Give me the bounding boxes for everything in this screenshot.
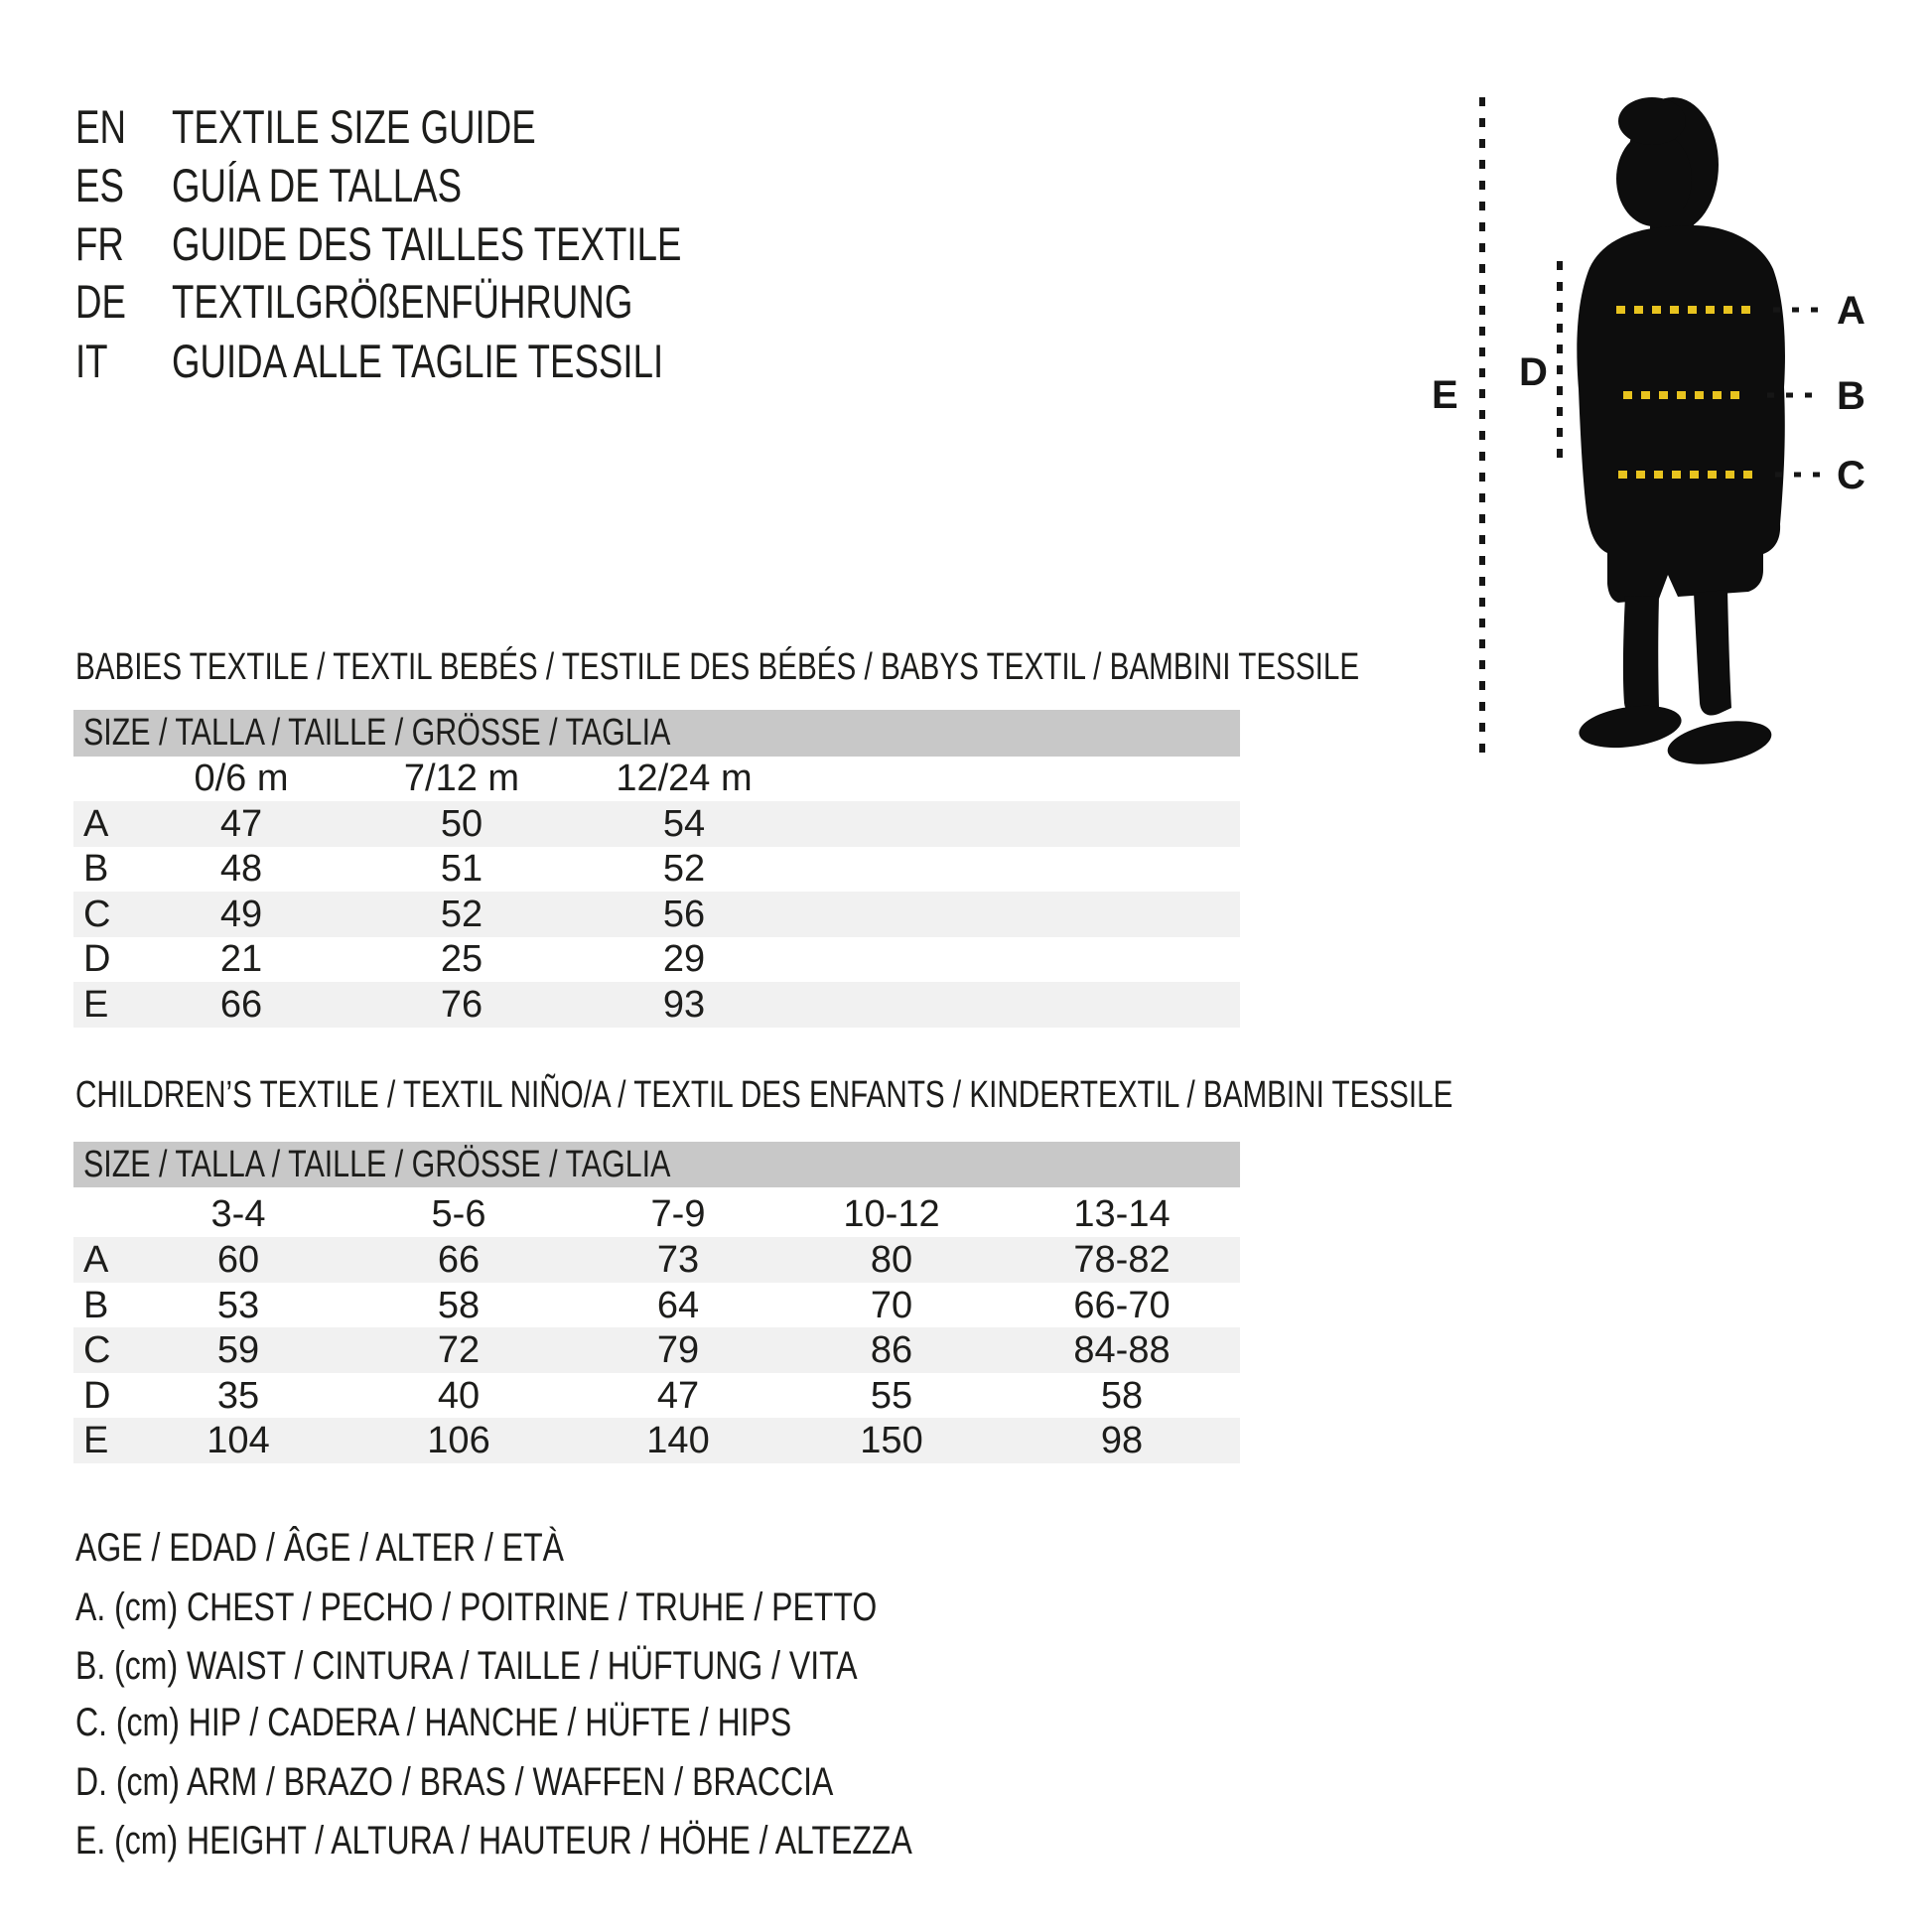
table-cell: 60 [216,1239,260,1281]
legend-line: E. (cm) HEIGHT / ALTURA / HAUTEUR / HÖHE / ALTEZZA [75,1819,912,1863]
table-cell: 70 [870,1285,913,1326]
legend-line: AGE / EDAD / ÂGE / ALTER / ETÀ [75,1526,564,1570]
table-cell: 104 [207,1420,270,1461]
table-cell: 52 [662,848,706,890]
row-label: D [83,938,111,980]
table-cell: 150 [860,1420,923,1461]
table-cell: 52 [440,894,483,935]
silhouette-left-leg [1623,596,1659,715]
table-cell: 66 [219,984,263,1026]
silhouette-torso [1577,225,1785,603]
column-header: 7-9 [650,1193,706,1235]
table-cell: 78-82 [1073,1239,1171,1281]
table-cell: 47 [219,803,263,845]
silhouette-hair [1618,97,1686,145]
child-silhouette [1577,97,1785,771]
column-header: 0/6 m [194,758,289,799]
table-cell: 51 [440,848,483,890]
column-header: 13-14 [1073,1193,1171,1235]
column-header: 10-12 [843,1193,940,1235]
table-cell: 140 [646,1420,710,1461]
table-cell: 98 [1100,1420,1144,1461]
table-cell: 56 [662,894,706,935]
language-title: GUIDE DES TAILLES TEXTILE [172,217,682,270]
legend-line: C. (cm) HIP / CADERA / HANCHE / HÜFTE / HIPS [75,1701,792,1744]
column-header: 3-4 [210,1193,266,1235]
row-label: E [83,1420,109,1461]
height-label-e: E [1432,373,1458,417]
table-cell: 106 [427,1420,490,1461]
column-header: 5-6 [431,1193,486,1235]
table-cell: 79 [656,1329,700,1371]
size-header-label: SIZE / TALLA / TAILLE / GRÖSSE / TAGLIA [83,1144,671,1185]
table-cell: 47 [656,1375,700,1417]
language-code: DE [75,275,126,328]
row-label: D [83,1375,111,1417]
table-cell: 58 [437,1285,481,1326]
arm-label-d: D [1519,350,1548,394]
language-title: GUIDA ALLE TAGLIE TESSILI [172,335,664,387]
hip-label-c: C [1837,454,1865,497]
table-cell: 86 [870,1329,913,1371]
row-label: A [83,803,109,845]
legend-line: B. (cm) WAIST / CINTURA / TAILLE / HÜFTUNG / VITA [75,1644,858,1688]
table-cell: 53 [216,1285,260,1326]
column-header: 7/12 m [403,758,520,799]
table-cell: 49 [219,894,263,935]
table-cell: 35 [216,1375,260,1417]
table-cell: 59 [216,1329,260,1371]
babies-section-heading: BABIES TEXTILE / TEXTIL BEBÉS / TESTILE DES BÉBÉS / BABYS TEXTIL / BAMBINI TESSILE [75,646,1360,688]
language-title: TEXTILGRÖßENFÜHRUNG [172,275,633,328]
table-cell: 50 [440,803,483,845]
legend-line: A. (cm) CHEST / PECHO / POITRINE / TRUHE / PETTO [75,1586,878,1629]
row-label: B [83,848,109,890]
silhouette-left-shoe [1577,700,1685,754]
chest-label-a: A [1837,289,1865,333]
language-code: IT [75,335,108,387]
table-cell: 66-70 [1073,1285,1171,1326]
language-code: FR [75,217,124,270]
table-cell: 93 [662,984,706,1026]
size-header-label: SIZE / TALLA / TAILLE / GRÖSSE / TAGLIA [83,712,671,754]
row-label: E [83,984,109,1026]
table-cell: 21 [219,938,263,980]
language-code: EN [75,100,126,153]
table-cell: 76 [440,984,483,1026]
row-label: A [83,1239,109,1281]
row-label: C [83,894,111,935]
table-cell: 55 [870,1375,913,1417]
row-label: B [83,1285,109,1326]
child-silhouette-figure [1370,60,1932,814]
table-cell: 84-88 [1073,1329,1171,1371]
children-section-heading: CHILDREN’S TEXTILE / TEXTIL NIÑO/A / TEXTIL DES ENFANTS / KINDERTEXTIL / BAMBINI TESSILE [75,1074,1453,1116]
table-cell: 73 [656,1239,700,1281]
table-cell: 80 [870,1239,913,1281]
language-title: TEXTILE SIZE GUIDE [172,100,536,153]
table-cell: 48 [219,848,263,890]
row-label: C [83,1329,111,1371]
table-cell: 58 [1100,1375,1144,1417]
waist-label-b: B [1837,374,1865,418]
table-cell: 29 [662,938,706,980]
table-cell: 72 [437,1329,481,1371]
silhouette-right-leg [1694,590,1731,716]
language-title: GUÍA DE TALLAS [172,159,463,211]
table-cell: 25 [440,938,483,980]
column-header: 12/24 m [616,758,753,799]
table-cell: 64 [656,1285,700,1326]
table-cell: 66 [437,1239,481,1281]
legend-line: D. (cm) ARM / BRAZO / BRAS / WAFFEN / BRACCIA [75,1760,834,1804]
language-code: ES [75,159,124,211]
table-cell: 40 [437,1375,481,1417]
table-cell: 54 [662,803,706,845]
